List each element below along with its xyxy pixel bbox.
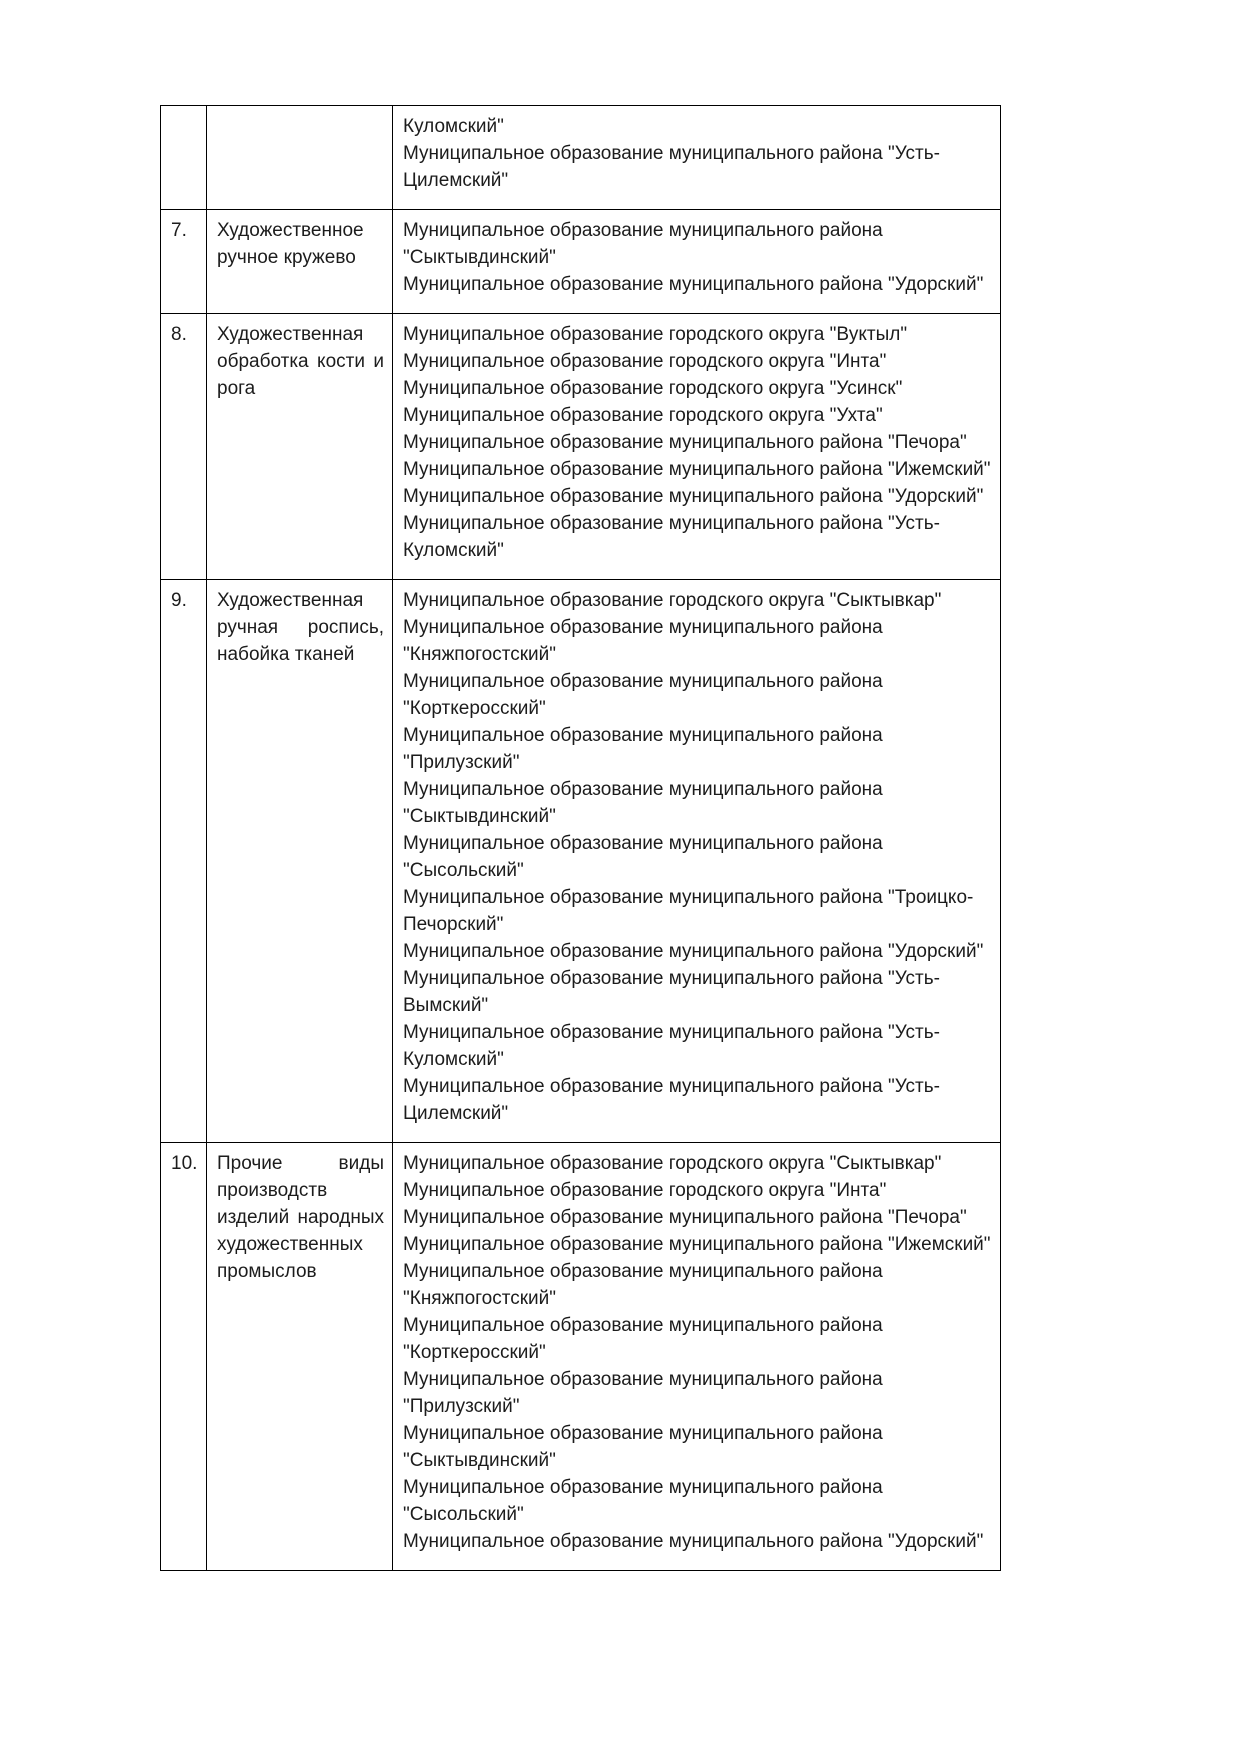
craft-name: Художественное ручное кружево bbox=[207, 210, 393, 314]
municipality-entry: Муниципальное образование муниципального района "Печора" bbox=[403, 1207, 967, 1228]
craft-name: Художественная ручная роспись, набойка тканей bbox=[207, 580, 393, 1143]
municipality-entry: Муниципальное образование муниципального района "Печора" bbox=[403, 432, 967, 453]
municipalities-cell bbox=[393, 106, 1001, 210]
municipality-entry: Муниципальное образование муниципального района "Удорский" bbox=[403, 486, 984, 507]
municipality-entry: Муниципальное образование муниципального района "Удорский" bbox=[403, 274, 984, 295]
craft-name bbox=[207, 106, 393, 210]
municipality-entry: Муниципальное образование муниципального района "Удорский" bbox=[403, 1531, 984, 1552]
municipality-entry: Муниципальное образование муниципального района "Корткеросский" bbox=[403, 671, 883, 719]
municipality-entry: Муниципальное образование городского округа "Вуктыл" bbox=[403, 324, 908, 345]
municipality-entry: Муниципальное образование муниципального района "Удорский" bbox=[403, 941, 984, 962]
row-number: 9. bbox=[161, 580, 207, 1143]
municipalities-cell bbox=[393, 1143, 1001, 1571]
municipality-entry: Муниципальное образование городского округа "Сыктывкар" bbox=[403, 1153, 942, 1174]
municipality-entry: Муниципальное образование муниципального района "Усть-Куломский" bbox=[403, 513, 940, 561]
table-row bbox=[161, 580, 1001, 1143]
craft-name: Художественная обработка кости и рога bbox=[207, 314, 393, 580]
municipality-entry: Муниципальное образование муниципального района "Прилузский" bbox=[403, 725, 883, 773]
municipality-entry: Муниципальное образование муниципального района "Сысольский" bbox=[403, 1477, 883, 1525]
municipalities-cell bbox=[393, 314, 1001, 580]
municipality-entry: Муниципальное образование муниципального района "Сыктывдинский" bbox=[403, 220, 883, 268]
municipality-entry: Муниципальное образование муниципального района "Сыктывдинский" bbox=[403, 1423, 883, 1471]
table-row bbox=[161, 314, 1001, 580]
table-row bbox=[161, 210, 1001, 314]
municipality-entry: Муниципальное образование муниципального района "Ижемский" bbox=[403, 1234, 991, 1255]
row-number bbox=[161, 106, 207, 210]
municipality-entry: Муниципальное образование муниципального района "Прилузский" bbox=[403, 1369, 883, 1417]
municipality-entry: Муниципальное образование муниципального района "Корткеросский" bbox=[403, 1315, 883, 1363]
municipality-entry: Муниципальное образование муниципального района "Княжпогостский" bbox=[403, 1261, 883, 1309]
municipality-entry: Муниципальное образование муниципального района "Усть-Куломский" bbox=[403, 1022, 940, 1070]
municipality-entry: Муниципальное образование муниципального района "Усть-Вымский" bbox=[403, 968, 940, 1016]
municipalities-cell bbox=[393, 580, 1001, 1143]
municipalities-cell bbox=[393, 210, 1001, 314]
municipality-entry: Муниципальное образование муниципального района "Троицко-Печорский" bbox=[403, 887, 974, 935]
municipality-entry: Муниципальное образование муниципального района "Сыктывдинский" bbox=[403, 779, 883, 827]
municipality-entry: Муниципальное образование городского округа "Сыктывкар" bbox=[403, 590, 942, 611]
table-row bbox=[161, 1143, 1001, 1571]
municipality-entry: Муниципальное образование муниципального района "Княжпогостский" bbox=[403, 617, 883, 665]
municipality-entry: Муниципальное образование городского округа "Усинск" bbox=[403, 378, 903, 399]
row-number: 10. bbox=[161, 1143, 207, 1571]
municipality-entry: Муниципальное образование городского округа "Инта" bbox=[403, 351, 887, 372]
table-row bbox=[161, 106, 1001, 210]
municipality-entry: Муниципальное образование муниципального района "Ижемский" bbox=[403, 459, 991, 480]
municipality-entry: Куломский" bbox=[403, 116, 504, 137]
craft-name: Прочие виды производств изделий народных художественных промыслов bbox=[207, 1143, 393, 1571]
table-body bbox=[161, 106, 1001, 1571]
crafts-municipalities-table bbox=[160, 105, 1001, 1571]
municipality-entry: Муниципальное образование муниципального района "Сысольский" bbox=[403, 833, 883, 881]
municipality-entry: Муниципальное образование городского округа "Ухта" bbox=[403, 405, 883, 426]
municipality-entry: Муниципальное образование муниципального района "Усть-Цилемский" bbox=[403, 1076, 940, 1124]
row-number: 7. bbox=[161, 210, 207, 314]
municipality-entry: Муниципальное образование муниципального района "Усть-Цилемский" bbox=[403, 143, 940, 191]
row-number: 8. bbox=[161, 314, 207, 580]
municipality-entry: Муниципальное образование городского округа "Инта" bbox=[403, 1180, 887, 1201]
